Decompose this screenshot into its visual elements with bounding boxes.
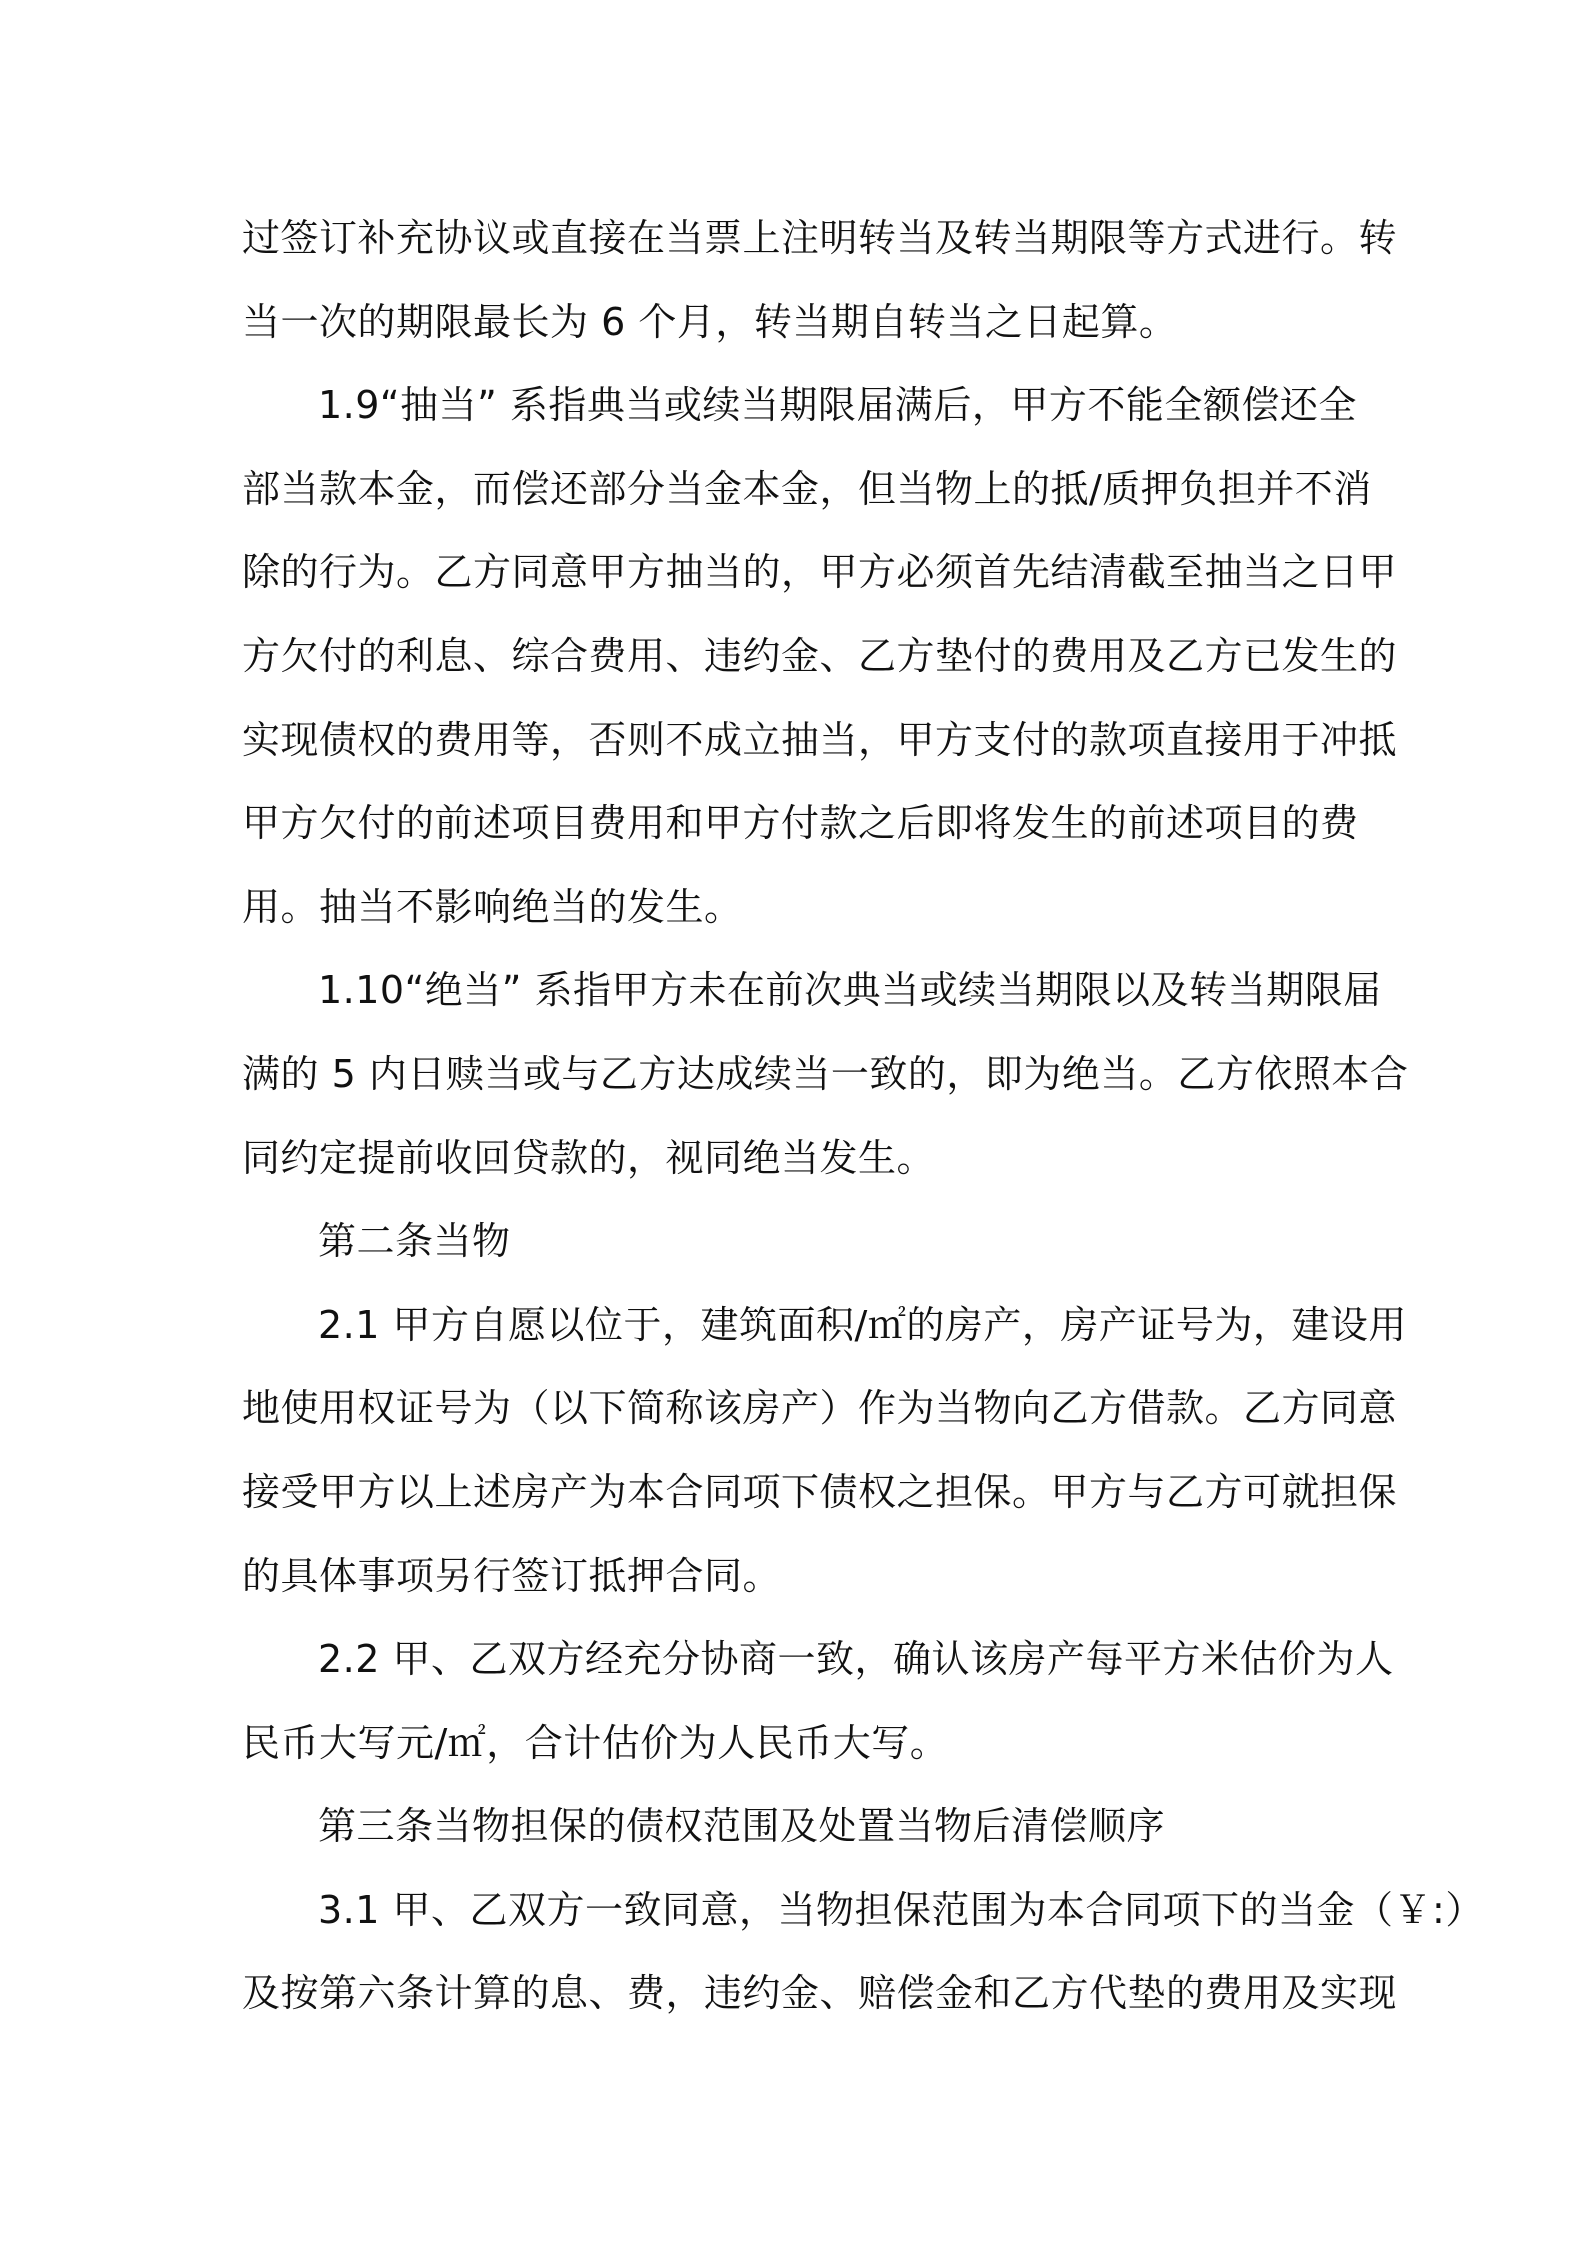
text-line: 除的行为。乙方同意甲方抽当的，甲方必须首先结清截至抽当之日甲 <box>242 550 1398 595</box>
clause-1-9-line: 1.9“抽当” 系指典当或续当期限届满后，甲方不能全额偿还全 <box>318 383 1357 428</box>
section-heading-3: 第三条当物担保的债权范围及处置当物后清偿顺序 <box>318 1804 1166 1849</box>
text-line: 方欠付的利息、综合费用、违约金、乙方垫付的费用及乙方已发生的 <box>242 633 1398 678</box>
text-line: 甲方欠付的前述项目费用和甲方付款之后即将发生的前述项目的费 <box>242 801 1359 846</box>
text-line: 满的 5 内日赎当或与乙方达成续当一致的，即为绝当。乙方依照本合 <box>242 1051 1409 1096</box>
clause-2-2-line: 2.2 甲、乙双方经充分协商一致，确认该房产每平方米估价为人 <box>318 1637 1394 1682</box>
text-line: 同约定提前收回贷款的，视同绝当发生。 <box>242 1135 936 1180</box>
text-line: 当一次的期限最长为 6 个月，转当期自转当之日起算。 <box>242 299 1178 344</box>
text-line: 部当款本金，而偿还部分当金本金，但当物上的抵/质押负担并不消 <box>242 466 1372 511</box>
clause-3-1-line: 3.1 甲、乙双方一致同意，当物担保范围为本合同项下的当金（￥:） <box>318 1887 1484 1932</box>
text-line: 的具体事项另行签订抵押合同。 <box>242 1553 782 1598</box>
text-line: 过签订补充协议或直接在当票上注明转当及转当期限等方式进行。转 <box>242 216 1398 260</box>
clause-1-10-line: 1.10“绝当” 系指甲方未在前次典当或续当期限以及转当期限届 <box>318 968 1382 1013</box>
text-line: 及按第六条计算的息、费，违约金、赔偿金和乙方代垫的费用及实现 <box>242 1971 1398 2016</box>
document-body <box>242 197 1484 2036</box>
text-line: 民币大写元/㎡，合计估价为人民币大写。 <box>242 1720 949 1765</box>
text-line: 用。抽当不影响绝当的发生。 <box>242 884 743 929</box>
section-heading-2: 第二条当物 <box>318 1219 511 1264</box>
text-line: 地使用权证号为（以下简称该房产）作为当物向乙方借款。乙方同意 <box>242 1386 1398 1431</box>
text-line: 实现债权的费用等，否则不成立抽当，甲方支付的款项直接用于冲抵 <box>242 717 1398 762</box>
text-line: 接受甲方以上述房产为本合同项下债权之担保。甲方与乙方可就担保 <box>242 1469 1398 1514</box>
clause-2-1-line: 2.1 甲方自愿以位于，建筑面积/㎡的房产，房产证号为，建设用 <box>318 1302 1407 1347</box>
